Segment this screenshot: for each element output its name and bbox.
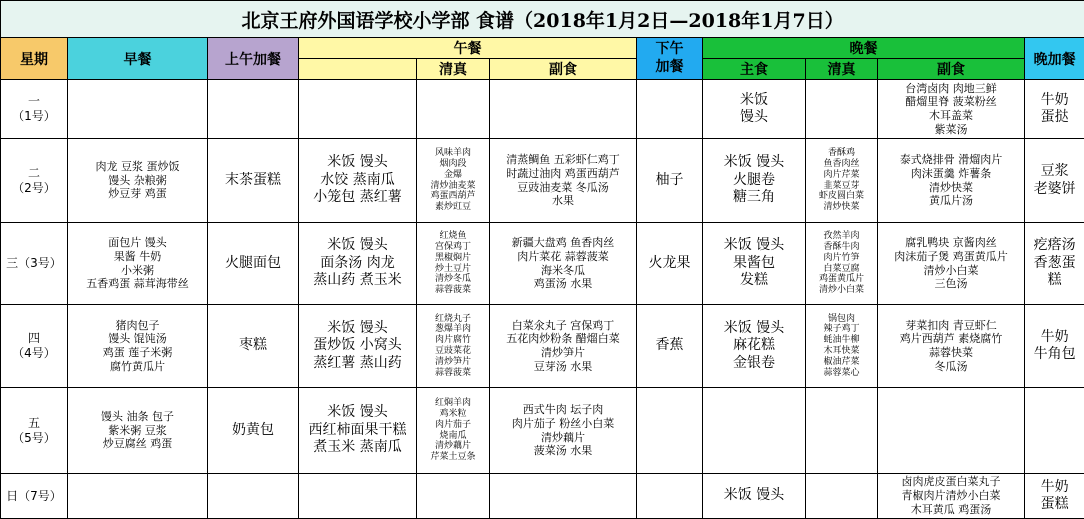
lunch-halal-cell: 红烧丸子 葱爆羊肉 肉片腐竹 豆豉菜花 清炒笋片 蒜蓉菠菜 [417, 305, 490, 388]
lunch-side-cell: 新疆大盘鸡 鱼香肉丝 肉片菜花 蒜蓉菠菜 海米冬瓜 鸡蛋汤 水果 [490, 223, 637, 305]
breakfast-cell: 猪肉包子 馒头 馄饨汤 鸡蛋 莲子米粥 腐竹黄瓜片 [68, 305, 208, 388]
lunch-side-cell: 西式牛肉 坛子肉 肉片茄子 粉丝小白菜 清炒藕片 菠菜汤 水果 [490, 388, 637, 474]
table-row [1, 80, 1084, 139]
night-snack-cell: 牛奶 蛋挞 [1025, 80, 1084, 139]
lunch-side-cell: 白菜氽丸子 宫保鸡丁 五花肉炒粉条 醋熘白菜 清炒笋片 豆芽汤 水果 [490, 305, 637, 388]
lunch-main-cell: 米饭 馒头 西红柿面果干糕 煮玉米 蒸南瓜 [299, 388, 417, 474]
header-afternoon-snack: 下午 加餐 [637, 38, 703, 80]
day-cell: 五 （5号） [1, 388, 68, 474]
dinner-halal-cell: 锅包肉 辣子鸡丁 蚝油牛柳 木耳快菜 椒油芹菜 蒜蓉菜心 [806, 305, 878, 388]
lunch-main-cell [299, 474, 417, 519]
dinner-staple-cell: 米饭 馒头 [703, 80, 806, 139]
page-title: 北京王府外国语学校小学部 食谱（2018年1月2日—2018年1月7日） [1, 1, 1084, 38]
dinner-staple-cell [703, 388, 806, 474]
breakfast-cell: 馒头 油条 包子 紫米粥 豆浆 炒豆腐丝 鸡蛋 [68, 388, 208, 474]
breakfast-cell: 肉龙 豆浆 蛋炒饭 馒头 杂粮粥 炒豆芽 鸡蛋 [68, 139, 208, 223]
dinner-side-cell: 台湾卤肉 肉地三鲜 醋熘里脊 菠菜粉丝 木耳盖菜 紫菜汤 [878, 80, 1025, 139]
header-lunch: 午餐 [299, 38, 637, 59]
day-cell: 日（7号） [1, 474, 68, 519]
header-dinner-staple: 主食 [703, 59, 806, 80]
dinner-side-cell: 腐乳鸭块 京酱肉丝 肉沫茄子煲 鸡蛋黄瓜片 清炒小白菜 三色汤 [878, 223, 1025, 305]
lunch-side-cell [490, 474, 637, 519]
morning-snack-cell: 火腿面包 [208, 223, 299, 305]
afternoon-snack-cell: 火龙果 [637, 223, 703, 305]
night-snack-cell [1025, 388, 1084, 474]
lunch-halal-cell: 红烧鱼 宫保鸡丁 黑椒焖片 炒土豆片 清炒冬瓜 蒜蓉菠菜 [417, 223, 490, 305]
header-dinner-halal: 清真 [806, 59, 878, 80]
dinner-side-cell: 卤肉虎皮蛋白菜丸子 青椒肉片清炒小白菜 木耳黄瓜 鸡蛋汤 [878, 474, 1025, 519]
dinner-halal-cell [806, 80, 878, 139]
afternoon-snack-cell: 柚子 [637, 139, 703, 223]
lunch-halal-cell: 风味羊肉 烟肉段 金爆 清炒油麦菜 鸡蛋西葫芦 素炒豇豆 [417, 139, 490, 223]
dinner-staple-cell: 米饭 馒头 麻花糕 金银卷 [703, 305, 806, 388]
dinner-halal-cell: 香酥鸡 鱼香肉丝 肉片芹菜 韭菜豆芽 虾皮圆白菜 清炒快菜 [806, 139, 878, 223]
header-morning-snack: 上午加餐 [208, 38, 299, 80]
header-lunch-main-blank [299, 59, 417, 80]
dinner-staple-cell: 米饭 馒头 [703, 474, 806, 519]
dinner-staple-cell: 米饭 馒头 火腿卷 糖三角 [703, 139, 806, 223]
table-row [1, 474, 1084, 519]
morning-snack-cell [208, 80, 299, 139]
night-snack-cell: 牛奶 蛋糕 [1025, 474, 1084, 519]
header-dinner-side: 副食 [878, 59, 1025, 80]
morning-snack-cell: 枣糕 [208, 305, 299, 388]
breakfast-cell [68, 80, 208, 139]
header-day: 星期 [1, 38, 68, 80]
dinner-side-cell: 泰式烧排骨 滑熘肉片 肉沫蛋羹 炸薯条 清炒快菜 黄瓜片汤 [878, 139, 1025, 223]
afternoon-snack-cell [637, 388, 703, 474]
night-snack-cell: 豆浆 老婆饼 [1025, 139, 1084, 223]
lunch-main-cell: 米饭 馒头 蛋炒饭 小窝头 蒸红薯 蒸山药 [299, 305, 417, 388]
header-dinner: 晚餐 [703, 38, 1025, 59]
dinner-halal-cell: 孜然羊肉 香酥牛肉 肉片竹笋 白菜豆腐 鸡蛋黄瓜片 清炒小白菜 [806, 223, 878, 305]
day-cell: 三（3号） [1, 223, 68, 305]
header-lunch-side: 副食 [490, 59, 637, 80]
day-cell: 二 （2号） [1, 139, 68, 223]
dinner-halal-cell [806, 474, 878, 519]
lunch-halal-cell [417, 474, 490, 519]
table-row [1, 305, 1084, 388]
afternoon-snack-cell: 香蕉 [637, 305, 703, 388]
breakfast-cell [68, 474, 208, 519]
afternoon-snack-cell [637, 474, 703, 519]
table-row [1, 388, 1084, 474]
lunch-main-cell [299, 80, 417, 139]
header-lunch-halal: 清真 [417, 59, 490, 80]
night-snack-cell: 疙瘩汤 香葱蛋 糕 [1025, 223, 1084, 305]
lunch-halal-cell [417, 80, 490, 139]
afternoon-snack-cell [637, 80, 703, 139]
table-row [1, 139, 1084, 223]
lunch-main-cell: 米饭 馒头 水饺 蒸南瓜 小笼包 蒸红薯 [299, 139, 417, 223]
dinner-staple-cell: 米饭 馒头 果酱包 发糕 [703, 223, 806, 305]
day-cell: 四 （4号） [1, 305, 68, 388]
breakfast-cell: 面包片 馒头 果酱 牛奶 小米粥 五香鸡蛋 蒜茸海带丝 [68, 223, 208, 305]
lunch-side-cell: 清蒸鲷鱼 五彩虾仁鸡丁 时蔬过油肉 鸡蛋西葫芦 豆豉油麦菜 冬瓜汤 水果 [490, 139, 637, 223]
night-snack-cell: 牛奶 牛角包 [1025, 305, 1084, 388]
morning-snack-cell: 末茶蛋糕 [208, 139, 299, 223]
morning-snack-cell: 奶黄包 [208, 388, 299, 474]
dinner-side-cell [878, 388, 1025, 474]
lunch-halal-cell: 红焖羊肉 鸡米粒 肉片茄子 烧南瓜 清炒藕片 芹菜土豆条 [417, 388, 490, 474]
table-row [1, 223, 1084, 305]
lunch-main-cell: 米饭 馒头 面条汤 肉龙 蒸山药 煮玉米 [299, 223, 417, 305]
day-cell: 一 （1号） [1, 80, 68, 139]
dinner-side-cell: 芽菜扣肉 青豆虾仁 鸡片西葫芦 素烧腐竹 蒜蓉快菜 冬瓜汤 [878, 305, 1025, 388]
header-breakfast: 早餐 [68, 38, 208, 80]
morning-snack-cell [208, 474, 299, 519]
dinner-halal-cell [806, 388, 878, 474]
lunch-side-cell [490, 80, 637, 139]
header-night-snack: 晚加餐 [1025, 38, 1084, 80]
